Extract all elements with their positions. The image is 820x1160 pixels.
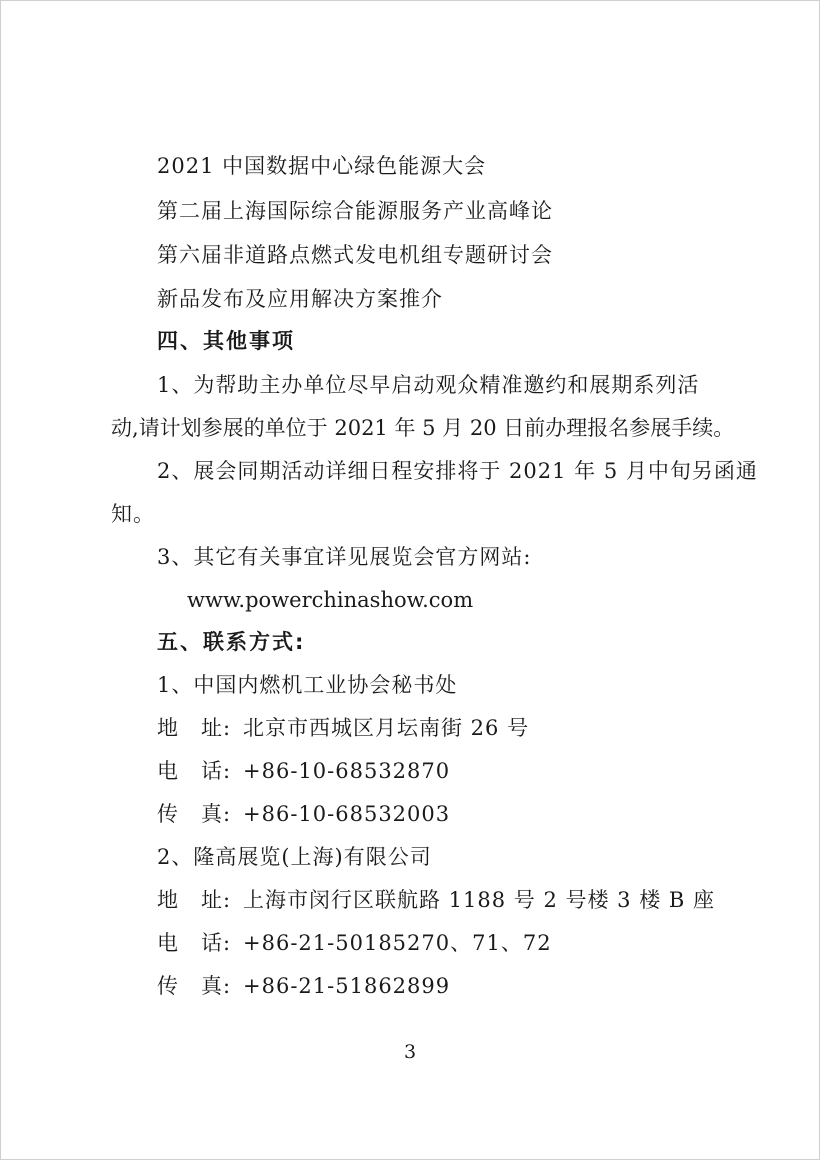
phone-value: +86-10-68532870 (243, 759, 451, 783)
address-value: 上海市闵行区联航路 1188 号 2 号楼 3 楼 B 座 (243, 888, 715, 912)
section-heading-contact: 五、联系方式: (157, 630, 306, 654)
contact-row (157, 972, 450, 1000)
paragraph-line: 2、展会同期活动详细日程安排将于 2021 年 5 月中旬另函通 (157, 459, 758, 483)
contact-row (157, 929, 552, 957)
contact-row (157, 714, 529, 742)
activity-item: 新品发布及应用解决方案推介 (157, 287, 443, 311)
fax-label: 传 真: (157, 802, 232, 826)
section-heading-other-matters: 四、其他事项 (157, 329, 295, 353)
paragraph-line: 1、为帮助主办单位尽早启动观众精准邀约和展期系列活 (157, 373, 700, 397)
address-label: 地 址: (157, 716, 232, 740)
fax-value: +86-21-51862899 (243, 974, 451, 998)
phone-value: +86-21-50185270、71、72 (243, 931, 552, 955)
phone-label: 电 话: (157, 759, 232, 783)
activity-item: 第二届上海国际综合能源服务产业高峰论 (157, 199, 553, 223)
website-link[interactable]: www.powerchinashow.com (187, 588, 474, 612)
org-name: 1、中国内燃机工业协会秘书处 (157, 673, 458, 697)
contact-row (157, 886, 715, 914)
org-name: 2、隆高展览(上海)有限公司 (157, 845, 432, 869)
fax-label: 传 真: (157, 974, 232, 998)
page-number: 3 (403, 1041, 417, 1063)
contact-row (157, 757, 450, 785)
activity-item: 2021 中国数据中心绿色能源大会 (157, 154, 487, 178)
paragraph-line: 动,请计划参展的单位于 2021 年 5 月 20 日前办理报名参展手续。 (111, 416, 735, 440)
contact-row (157, 800, 450, 828)
fax-value: +86-10-68532003 (243, 802, 451, 826)
activity-item: 第六届非道路点燃式发电机组专题研讨会 (157, 243, 553, 267)
paragraph-line: 知。 (111, 502, 155, 526)
phone-label: 电 话: (157, 931, 232, 955)
address-label: 地 址: (157, 888, 232, 912)
paragraph-line: 3、其它有关事宜详见展览会官方网站: (157, 545, 532, 569)
address-value: 北京市西城区月坛南街 26 号 (243, 716, 530, 740)
